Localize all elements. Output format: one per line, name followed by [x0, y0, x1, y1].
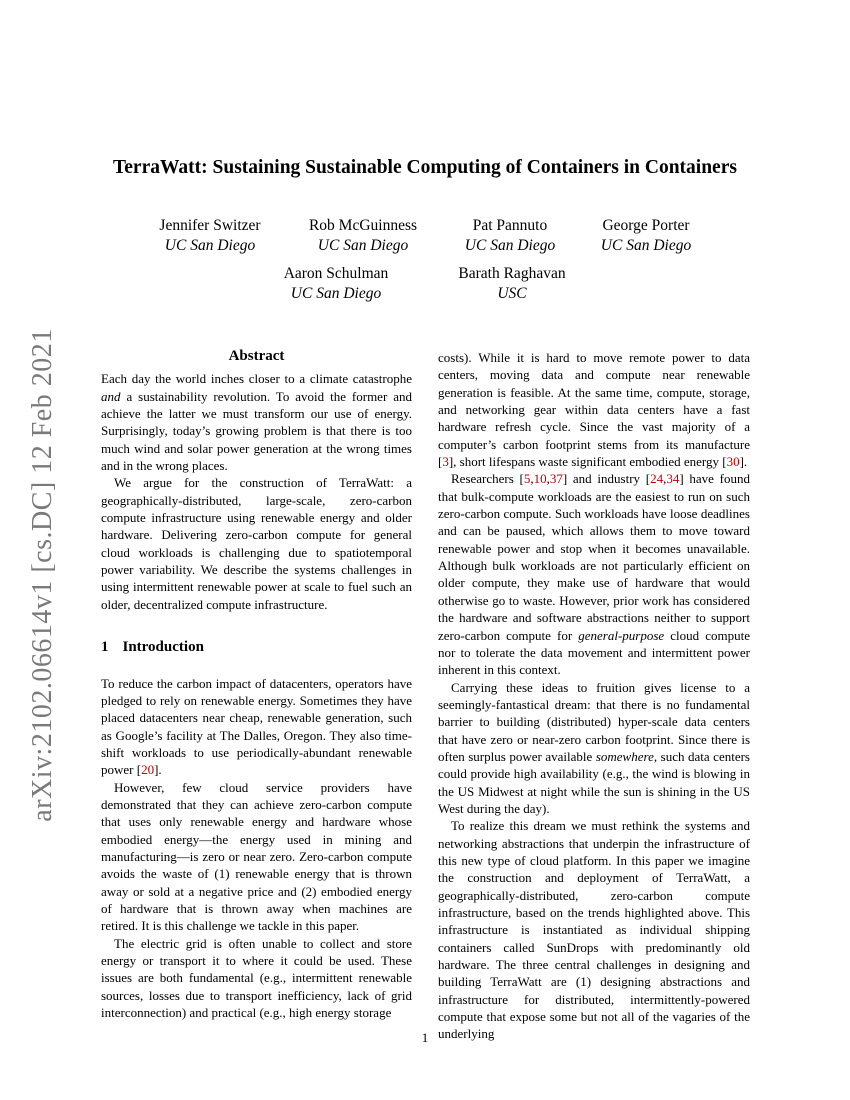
- author-affiliation: USC: [497, 285, 527, 302]
- author-affiliation: UC San Diego: [600, 237, 692, 254]
- author-name: Aaron Schulman: [283, 265, 389, 282]
- body-paragraph: costs). While it is hard to move remote power to data centers, moving data and compute near renewable generation is feasible. At the same time, compute, storage, and networking gear within data centers have a fast hardware refresh cycle. Since the vast majority of a computer’s carbon footprint stems from its manufacture [3], short lifespans waste significant embodied energy [30].: [438, 350, 750, 470]
- body-paragraph: Researchers [5,10,37] and industry [24,34] have found that bulk-compute workloads are the easiest to run on such zero-carbon compute. Such workloads have loose deadlines and can be paused, which allows them to move toward renewable power and stop when it becomes unavailable. Although bulk workloads are not particularly efficient on older compute, they make use of hardware that would otherwise go to waste. However, prior work has considered the hardware and software abstractions neither to support zero-carbon compute for general-purpose cloud compute nor to tolerate the data movement and intermittent power inherent in this context.: [438, 471, 751, 678]
- author-affiliation: UC San Diego: [464, 237, 556, 254]
- section-number: 1: [101, 639, 109, 656]
- paper-title: TerraWatt: Sustaining Sustainable Computing of Containers in Containers: [113, 157, 737, 178]
- author-6: [442, 264, 582, 304]
- citation-link[interactable]: 3: [442, 454, 449, 470]
- intro-paragraph: To reduce the carbon impact of datacenters, operators have pledged to rely on renewable energy. Sometimes they have placed datacenters near cheap, renewable generation, such as Google’s facility at The Dalles, Oregon. They also time-shift workloads to use periodically-abundant renewable power [20].: [101, 675, 412, 778]
- citation-link[interactable]: 10: [533, 471, 547, 487]
- author-name: Jennifer Switzer: [159, 217, 261, 234]
- author-5: [266, 264, 406, 304]
- author-name: George Porter: [602, 217, 690, 234]
- intro-paragraph: The electric grid is often unable to collect and store energy or transport it to where it could be used. These issues are both fundamental (e.g., intermittent renewable sources, losses due to transport inefficiency, lack of grid interconnection) and practical (e.g., high energy storage: [101, 935, 412, 1021]
- page-number: 1: [421, 1030, 429, 1045]
- author-affiliation: UC San Diego: [290, 285, 382, 302]
- left-column: [101, 348, 412, 1021]
- author-name: Barath Raghavan: [458, 265, 566, 282]
- citation-link[interactable]: 37: [549, 471, 563, 487]
- author-affiliation: UC San Diego: [164, 237, 256, 254]
- author-1: [142, 216, 278, 256]
- abstract-heading: Abstract: [228, 348, 285, 364]
- citation-link[interactable]: 34: [666, 471, 680, 487]
- citation-link[interactable]: 5: [523, 471, 531, 487]
- citation-link[interactable]: 24: [650, 471, 664, 487]
- arxiv-stamp-text: arXiv:2102.06614v1 [cs.DC] 12 Feb 2021: [27, 328, 58, 822]
- author-affiliation: UC San Diego: [317, 237, 409, 254]
- arxiv-stamp: [18, 295, 68, 855]
- intro-paragraph: However, few cloud service providers have demonstrated that they can achieve zero-carbon compute that uses only renewable energy and hardware whose embodied energy—the energy used in mining and manufacturing—is zero or near zero. Zero-carbon compute avoids the waste of (1) renewable energy that is thrown away or sold at a negative price and (2) embodied energy of hardware that is thrown away when machines are retired. It is this challenge we tackle in this paper.: [101, 779, 412, 934]
- citation-link[interactable]: 20: [141, 762, 155, 778]
- section-title: Introduction: [122, 639, 204, 656]
- section-heading-introduction: [101, 639, 412, 656]
- right-column: [438, 349, 750, 1043]
- author-3: [448, 216, 572, 256]
- author-name: Rob McGuinness: [308, 217, 418, 234]
- body-paragraph: Carrying these ideas to fruition gives license to a seemingly-fantastical dream: that there is no fundamental barrier to building (distributed) hyper-scale data centers that have zero or near-zero carbon footprint. Since there is often surplus power available somewhere, such data centers could provide high availability (e.g., the wind is blowing in the US Midwest at night while the sun is shining in the US West during the day).: [438, 679, 750, 816]
- body-paragraph: To realize this dream we must rethink the systems and networking abstractions that underpin the infrastructure of this new type of cloud platform. In this paper we imagine the construction and deployment of TerraWatt, a geographically-distributed, zero-carbon compute infrastructure, based on the trends highlighted above. This infrastructure is instantiated as individual shipping containers called SunDrops with predominantly old hardware. The three central challenges in designing and building TerraWatt are (1) designing abstractions and infrastructure for distributed, intermittently-powered compute that expose some but not all of the vagaries of the underlying: [438, 818, 750, 1042]
- author-4: [584, 216, 708, 256]
- author-2: [290, 216, 436, 256]
- abstract-paragraph: We argue for the construction of TerraWatt: a geographically-distributed, large-scale, zero-carbon compute infrastructure using renewable energy and older hardware. Delivering zero-carbon compute for general cloud workloads is challenging due to spatiotemporal power variability. We describe the systems challenges in using intermittent renewable power at scale to fuel such an older, decentralized compute infrastructure.: [101, 475, 412, 612]
- author-name: Pat Pannuto: [472, 217, 548, 234]
- citation-link[interactable]: 30: [726, 454, 740, 470]
- abstract-paragraph: Each day the world inches closer to a climate catastrophe and a sustainability revolution. To avoid the former and achieve the latter we must transform our use of energy. Surprisingly, today’s growing problem is that there is too much wind and solar power generation at the wrong times and in the wrong places.: [101, 371, 412, 474]
